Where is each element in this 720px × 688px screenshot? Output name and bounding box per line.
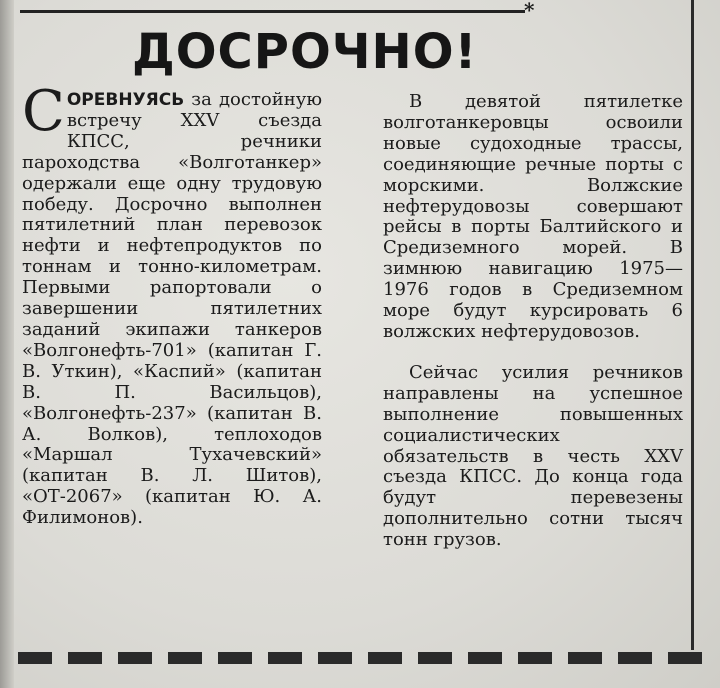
border-dash bbox=[68, 652, 102, 664]
left-body-text: за достойную встречу XXV съезда КПСС, речники пароходства «Волготанкер» одержали еще одну трудовую победу. Досрочно выполнен пятилетний план перевозок нефти и нефтепродуктов по тоннам и тонно-километрам. Первыми рапортовали о завершении пятилетних заданий экипажи танкеров «Волгонефть-701» (капитан Г. В. Уткин), «Каспий» (капитан В. П. Васильцов), «Волгонефть-237» (капитан В. А. Волков), теплоходов «Маршал Тухачевский» (капитан В. Л. Шитов), «ОТ-2067» (капитан Ю. А. Филимонов). bbox=[22, 89, 322, 529]
border-dash bbox=[268, 652, 302, 664]
left-paragraph bbox=[22, 79, 322, 529]
border-dash bbox=[18, 652, 52, 664]
border-dash bbox=[668, 652, 702, 664]
border-dash bbox=[118, 652, 152, 664]
drop-cap: С bbox=[22, 79, 65, 144]
border-dash bbox=[518, 652, 552, 664]
article-headline: ДОСРОЧНО! bbox=[132, 24, 478, 80]
star-ornament: * bbox=[524, 0, 535, 22]
bottom-dashed-border bbox=[18, 652, 718, 664]
border-dash bbox=[368, 652, 402, 664]
border-dash bbox=[418, 652, 452, 664]
column-divider-rule bbox=[691, 0, 694, 650]
right-column bbox=[383, 92, 683, 551]
border-dash bbox=[318, 652, 352, 664]
page-edge-shadow bbox=[0, 0, 14, 688]
right-paragraph-2: Сейчас усилия речников направлены на успешное выполнение повышенных социалистических обязательств в честь XXV съезда КПСС. До конца года будут перевезены дополнительно сотни тысяч тонн грузов. bbox=[383, 361, 683, 551]
border-dash bbox=[218, 652, 252, 664]
lead-word: ОРЕВНУЯСЬ bbox=[66, 90, 185, 110]
paragraph-gap bbox=[383, 343, 683, 363]
border-dash bbox=[468, 652, 502, 664]
border-dash bbox=[618, 652, 652, 664]
top-rule-line bbox=[20, 10, 525, 13]
border-dash bbox=[568, 652, 602, 664]
border-dash bbox=[168, 652, 202, 664]
left-column bbox=[22, 79, 322, 529]
right-paragraph-1: В девятой пятилетке волготанкеровцы освоили новые судоходные трассы, соединяющие речные порты с морскими. Волжские нефтерудовозы совершают рейсы в порты Балтийского и Средиземного морей. В зимнюю навигацию 1975—1976 годов в Средиземном море будут курсировать 6 волжских нефтерудовозов. bbox=[383, 91, 683, 342]
